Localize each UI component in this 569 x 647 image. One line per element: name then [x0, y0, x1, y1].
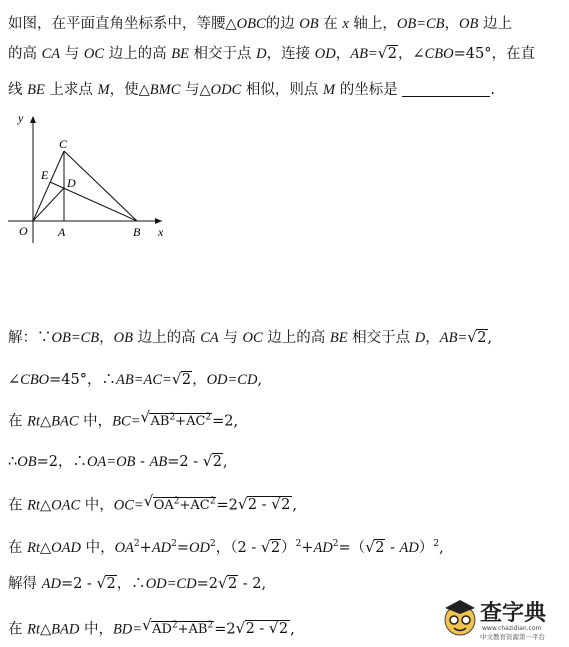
label-O: O [19, 224, 28, 238]
problem-line-1: 如图，在平面直角坐标系中，等腰△OBC的边 OB 在 x 轴上，OB=CB，OB 边上 [8, 16, 512, 32]
solution-line-7: 解得 AD=2 - √ 2，∴OD=CD=2 √ 2 - 2, [8, 574, 267, 592]
segment-BE [50, 182, 137, 221]
label-E: E [41, 168, 49, 182]
solution-line-2: ∠CBO=45°，∴AB=AC= √ 2，OD=CD, [8, 370, 263, 388]
solution-line-3: 在 Rt△BAC 中，BC= √ $AB^2+AC^2=2$, [8, 408, 239, 430]
solution-line-5: 在 Rt△OAC 中，OC= √ $OA^2+AC^2=2$ √ 2 - √ 2 , [8, 492, 298, 514]
x-axis-arrow [155, 218, 162, 224]
solution-line-1: 解：∵OB=CB，OB 边上的高 CA 与 OC 边上的高 BE 相交于点 D，AB= √ 2, [8, 328, 493, 346]
problem-line-2: 的高 CA 与 OC 边上的高 BE 相交于点 D，连接 OD，AB= √ 2，∠CBO=45°，在直 [8, 44, 535, 62]
solution-line-6: 在 Rt△OAD 中，$OA^2+AD^2=OD^2$，（2 - √ $2)^2+AD^2=$（ √ 2 - AD）$^2$, [8, 537, 444, 556]
label-A: A [58, 225, 66, 239]
logo-url: www.chazidian.com [482, 625, 542, 632]
label-y: y [18, 111, 24, 125]
label-B: B [133, 225, 141, 239]
logo-name: 查字典 [480, 601, 547, 626]
problem-line-3: 线 BE 上求点 M，使△BMC 与△ODC 相似，则点 M 的坐标是 . [8, 82, 495, 98]
geometry-figure [0, 108, 190, 243]
chazidian-logo [440, 590, 566, 644]
logo-slogan: 中文教育资源第一平台 [480, 633, 545, 641]
solution-line-4: ∴OB=2，∴OA=OB - AB=2 - √ 2, [8, 452, 228, 470]
y-axis-arrow [30, 116, 36, 123]
label-D: D [67, 176, 76, 190]
segment-OD [33, 188, 64, 221]
label-x: x [158, 225, 164, 239]
solution-line-8: 在 Rt△BAD 中，BD= √ $AD^2+AB^2=2$ √ 2 - √ 2 , [8, 616, 295, 638]
sqrt-expr: √ 2 [377, 44, 397, 62]
answer-blank [402, 82, 490, 97]
label-C: C [59, 137, 68, 151]
